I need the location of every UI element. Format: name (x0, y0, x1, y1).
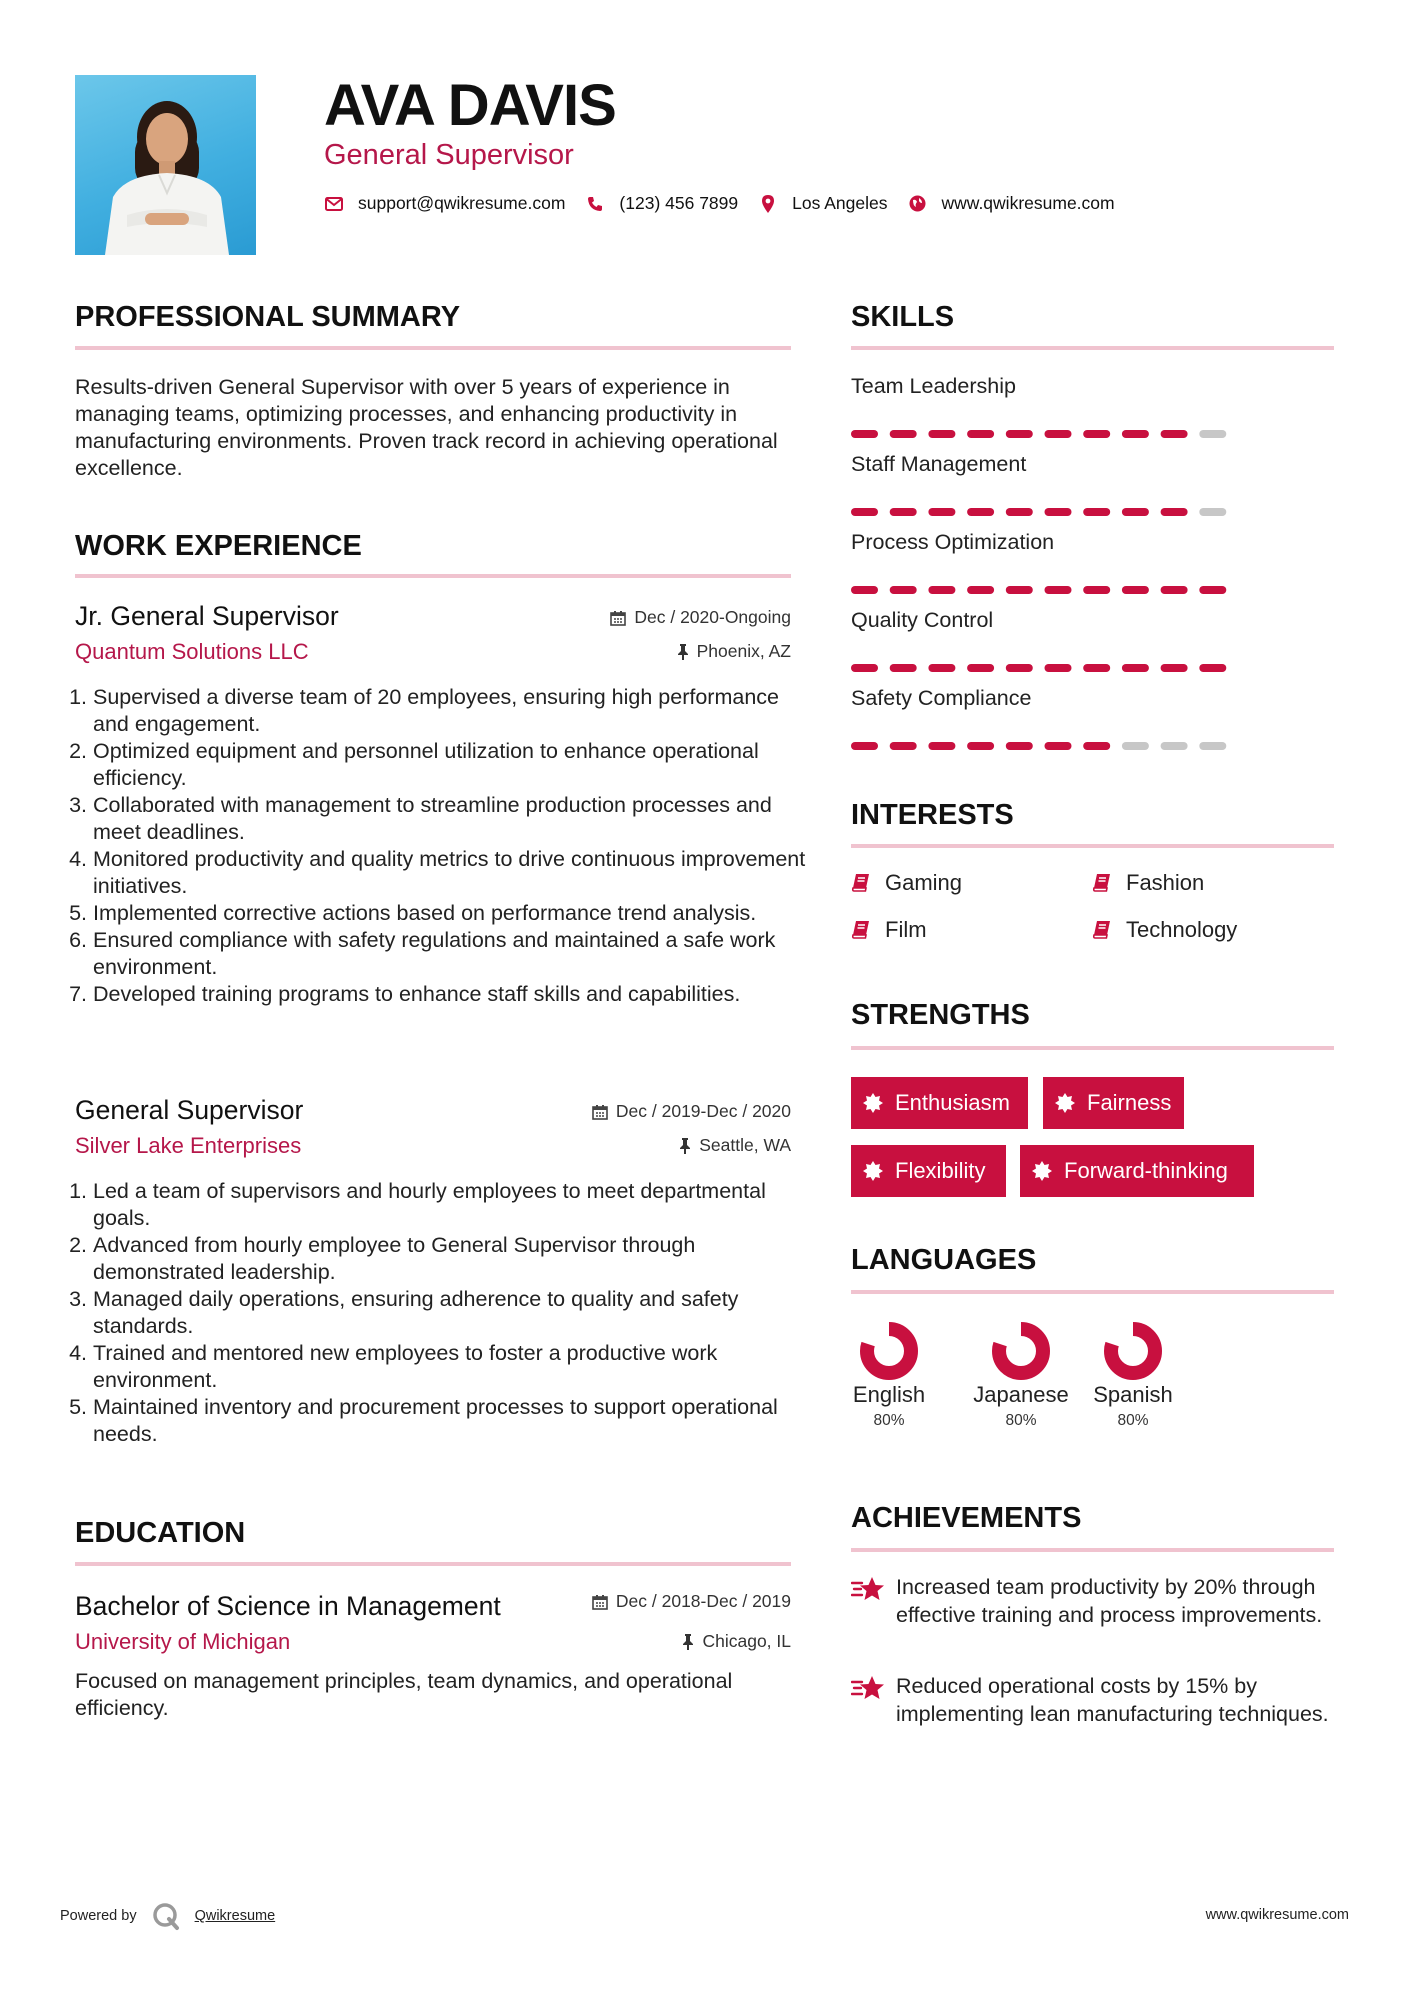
skill-dash-filled (1122, 508, 1149, 516)
skill-dash-filled (1045, 586, 1072, 594)
interest-label: Gaming (885, 870, 963, 895)
achievement-text: Increased team productivity by 20% through effective training and process improvements. (896, 1575, 1323, 1627)
skill-dash-filled (928, 508, 955, 516)
skill-dash-filled (1045, 664, 1072, 672)
interest-item (851, 917, 927, 943)
education-description-block (75, 1668, 791, 1722)
job-date (610, 607, 791, 628)
summary-text: Results-driven General Supervisor with over 5 years of experience in managing teams, optimizing processes, and enhancing productivity in manufacturing environments. Proven track record in achieving operational excellence. (75, 375, 778, 480)
skill-dash-filled (851, 742, 878, 750)
school-name: University of Michigan (75, 1629, 291, 1654)
language-progress-ring (1102, 1320, 1164, 1382)
strength-label: Fairness (1087, 1090, 1172, 1115)
skill-dash-filled (1161, 664, 1188, 672)
job-date (592, 1101, 791, 1122)
summary-heading: PROFESSIONAL SUMMARY (75, 301, 461, 333)
duty-item: 2. Optimized equipment and personnel utilization to enhance operational efficiency. (93, 738, 809, 792)
skill-dash-filled (928, 664, 955, 672)
skill-dash-filled (1006, 508, 1033, 516)
duty-item: 7. Developed training programs to enhance staff skills and capabilities. (93, 981, 809, 1008)
contact-phone[interactable]: (123) 456 7899 (619, 193, 739, 213)
book-icon (1092, 920, 1112, 940)
skill-rating-bar (851, 581, 1231, 589)
skill-dash-filled (890, 430, 917, 438)
job-location-text: Seattle, WA (699, 1135, 791, 1155)
contact-bar (324, 193, 1135, 214)
job-duties-list-1 (75, 684, 809, 1008)
skill-dash-filled (928, 586, 955, 594)
shooting-star-icon (851, 1674, 885, 1702)
interest-label: Technology (1126, 917, 1238, 942)
skill-dash-filled (967, 586, 994, 594)
skill-dash-filled (890, 742, 917, 750)
skill-rating-bar (851, 737, 1231, 745)
skill-dash-filled (1045, 430, 1072, 438)
language-percent: 80% (1005, 1412, 1037, 1429)
candidate-title: General Supervisor (324, 139, 574, 171)
skill-dash-filled (1161, 586, 1188, 594)
language-progress-ring (858, 1320, 920, 1382)
language-ring-arc (867, 1329, 911, 1373)
skill-dash-filled (1006, 430, 1033, 438)
qwikresume-logo-icon (151, 1901, 181, 1931)
duty-item: 5. Maintained inventory and procurement processes to support operational needs. (93, 1394, 809, 1448)
duty-item: 3. Collaborated with management to streamline production processes and meet deadlines. (93, 792, 809, 846)
skill-dash-filled (851, 586, 878, 594)
duty-item: 5. Implemented corrective actions based on performance trend analysis. (93, 900, 809, 927)
interest-item (1092, 870, 1204, 896)
phone-icon (585, 194, 605, 214)
education-heading: EDUCATION (75, 1517, 246, 1549)
envelope-icon (324, 194, 344, 214)
interest-item (1092, 917, 1237, 943)
skill-dash-filled (1122, 430, 1149, 438)
strength-label: Flexibility (895, 1158, 986, 1183)
book-icon (1092, 873, 1112, 893)
duty-item: 4. Monitored productivity and quality metrics to drive continuous improvement initiatives. (93, 846, 809, 900)
interest-label: Film (885, 917, 927, 942)
job-location (679, 1135, 791, 1156)
education-divider (75, 1562, 791, 1566)
portrait-image (75, 75, 256, 255)
languages-divider (851, 1290, 1334, 1294)
experience-heading: WORK EXPERIENCE (75, 530, 362, 562)
language-percent: 80% (1117, 1412, 1149, 1429)
job-company: Quantum Solutions LLC (75, 639, 309, 664)
skill-dash-filled (1045, 742, 1072, 750)
skill-rating-bar (851, 659, 1231, 667)
achievement-item (851, 1672, 1331, 1728)
shooting-star-icon (851, 1575, 885, 1603)
language-item (969, 1320, 1073, 1430)
brand-link[interactable]: Qwikresume (194, 1908, 276, 1924)
strength-badge (1020, 1145, 1254, 1197)
job-date-text: Dec / 2019-Dec / 2020 (615, 1101, 791, 1121)
location-pin-icon (758, 194, 778, 214)
skill-dash-filled (851, 430, 878, 438)
skill-dash-filled (851, 664, 878, 672)
calendar-icon (610, 610, 626, 626)
book-icon (851, 920, 871, 940)
skill-dash-filled (890, 664, 917, 672)
job-company: Silver Lake Enterprises (75, 1133, 302, 1158)
duty-item: 4. Trained and mentored new employees to foster a productive work environment. (93, 1340, 809, 1394)
languages-heading: LANGUAGES (851, 1244, 1037, 1276)
language-progress-ring (990, 1320, 1052, 1382)
language-item (1088, 1320, 1178, 1430)
badge-burst-icon (1032, 1161, 1052, 1181)
badge-burst-icon (863, 1161, 883, 1181)
language-name: English (852, 1382, 926, 1407)
language-ring-arc (999, 1329, 1043, 1373)
job-location (677, 641, 791, 662)
interest-item (851, 870, 962, 896)
skill-dash-filled (1083, 742, 1110, 750)
powered-by-label: Powered by (60, 1908, 137, 1924)
skill-dash-empty (1161, 742, 1188, 750)
skill-dash-filled (1045, 508, 1072, 516)
skills-divider (851, 346, 1334, 350)
skill-name: Quality Control (851, 608, 994, 632)
strength-label: Enthusiasm (895, 1090, 1010, 1115)
skill-dash-filled (1006, 586, 1033, 594)
duty-item: 2. Advanced from hourly employee to General Supervisor through demonstrated leadership. (93, 1232, 809, 1286)
achievements-divider (851, 1548, 1334, 1552)
skill-dash-filled (851, 508, 878, 516)
strength-badge (851, 1077, 1028, 1129)
badge-burst-icon (1055, 1093, 1075, 1113)
skill-name: Team Leadership (851, 374, 1016, 398)
skill-dash-filled (1083, 664, 1110, 672)
skill-dash-filled (1161, 430, 1188, 438)
summary-divider (75, 346, 791, 350)
degree-name: Bachelor of Science in Management (75, 1591, 501, 1621)
contact-website[interactable]: www.qwikresume.com (941, 193, 1115, 213)
duty-item: 1. Led a team of supervisors and hourly employees to meet departmental goals. (93, 1178, 809, 1232)
duty-item: 6. Ensured compliance with safety regulations and maintained a safe work environment. (93, 927, 809, 981)
skill-dash-filled (1006, 742, 1033, 750)
contact-email[interactable]: support@qwikresume.com (358, 193, 566, 213)
achievement-text: Reduced operational costs by 15% by implementing lean manufacturing techniques. (896, 1674, 1329, 1726)
skill-dash-filled (967, 508, 994, 516)
experience-divider (75, 574, 791, 578)
education-date-text: Dec / 2018-Dec / 2019 (615, 1591, 791, 1611)
strengths-heading: STRENGTHS (851, 999, 1030, 1031)
skill-dash-filled (890, 586, 917, 594)
skill-dash-filled (1122, 586, 1149, 594)
skill-dash-filled (1199, 664, 1226, 672)
summary-section (75, 374, 791, 482)
skill-dash-filled (1083, 508, 1110, 516)
interests-heading: INTERESTS (851, 799, 1014, 831)
skills-heading: SKILLS (851, 301, 955, 333)
language-ring-arc (1111, 1329, 1155, 1373)
job-duties-list-2 (75, 1178, 809, 1448)
skill-dash-filled (1161, 508, 1188, 516)
skill-dash-filled (928, 430, 955, 438)
education-date (592, 1591, 791, 1612)
duty-item: 1. Supervised a diverse team of 20 employees, ensuring high performance and engagement. (93, 684, 809, 738)
skill-dash-filled (1199, 586, 1226, 594)
achievements-heading: ACHIEVEMENTS (851, 1502, 1082, 1534)
contact-location: Los Angeles (792, 193, 888, 213)
pushpin-icon (677, 644, 689, 660)
job-role: Jr. General Supervisor (75, 601, 339, 631)
achievement-item (851, 1573, 1331, 1629)
badge-burst-icon (863, 1093, 883, 1113)
skill-dash-filled (1006, 664, 1033, 672)
job-date-text: Dec / 2020-Ongoing (634, 607, 791, 627)
education-location-text: Chicago, IL (702, 1631, 791, 1651)
skill-dash-filled (967, 664, 994, 672)
pushpin-icon (679, 1138, 691, 1154)
skill-name: Process Optimization (851, 530, 1055, 554)
skill-name: Safety Compliance (851, 686, 1032, 710)
interest-label: Fashion (1126, 870, 1205, 895)
strength-label: Forward-thinking (1064, 1158, 1228, 1183)
language-name: Spanish (1093, 1382, 1173, 1407)
job-role: General Supervisor (75, 1095, 304, 1125)
language-percent: 80% (873, 1412, 905, 1429)
education-description: Focused on management principles, team dynamics, and operational efficiency. (75, 1669, 733, 1720)
skill-dash-empty (1122, 742, 1149, 750)
footer-website[interactable]: www.qwikresume.com (1205, 1907, 1349, 1923)
pushpin-icon (682, 1634, 694, 1650)
globe-icon (908, 194, 928, 214)
language-item (851, 1320, 927, 1430)
language-name: Japanese (973, 1382, 1069, 1407)
skill-dash-filled (1083, 586, 1110, 594)
skill-dash-filled (967, 430, 994, 438)
duty-item: 3. Managed daily operations, ensuring adherence to quality and safety standards. (93, 1286, 809, 1340)
skill-dash-filled (1083, 430, 1110, 438)
candidate-name: AVA DAVIS (324, 73, 616, 138)
skill-name: Staff Management (851, 452, 1027, 476)
strength-badge (1043, 1077, 1184, 1129)
skill-dash-filled (890, 508, 917, 516)
calendar-icon (592, 1594, 608, 1610)
profile-photo (75, 75, 256, 255)
book-icon (851, 873, 871, 893)
skill-dash-filled (928, 742, 955, 750)
skill-rating-bar (851, 503, 1231, 511)
strength-badge (851, 1145, 1006, 1197)
footer-powered-by (60, 1901, 275, 1931)
interests-divider (851, 844, 1334, 848)
job-location-text: Phoenix, AZ (696, 641, 791, 661)
skill-dash-empty (1199, 430, 1226, 438)
skill-dash-filled (967, 742, 994, 750)
calendar-icon (592, 1104, 608, 1120)
skill-rating-bar (851, 425, 1231, 433)
skill-dash-empty (1199, 508, 1226, 516)
education-location (682, 1631, 791, 1652)
skill-dash-empty (1199, 742, 1226, 750)
skill-dash-filled (1122, 664, 1149, 672)
strengths-divider (851, 1046, 1334, 1050)
